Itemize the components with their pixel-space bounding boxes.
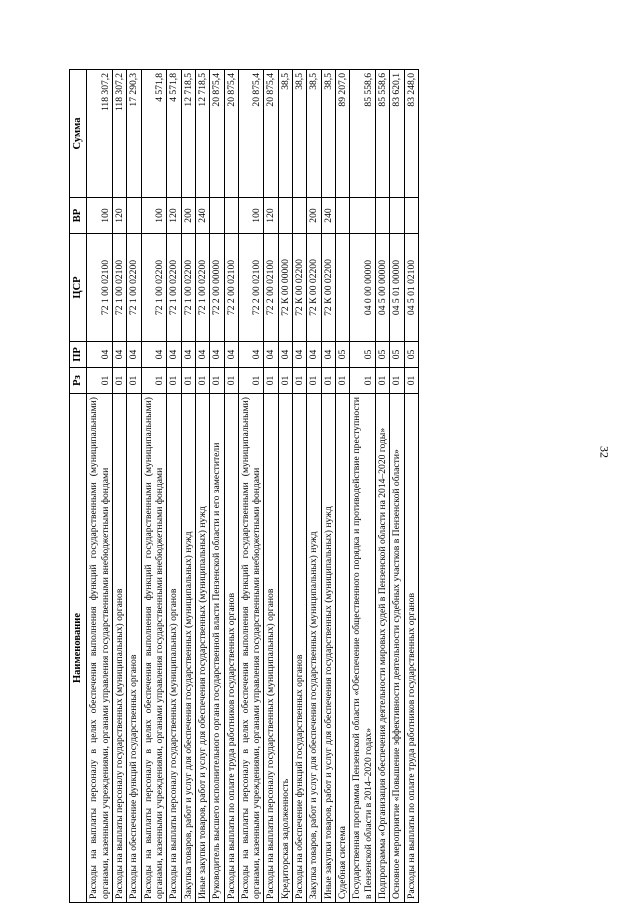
cell-vr: 240	[195, 198, 209, 234]
cell-name: Иные закупки товаров, работ и услуг для обеспечения государственных (муниципальных) нужд	[321, 394, 335, 903]
cell-sum: 118 307,2	[113, 70, 127, 198]
cell-name: Расходы на выплаты по оплате труда работников государственных органов	[404, 394, 418, 903]
cell-name: Расходы на выплаты по оплате труда работников государственных органов	[224, 394, 238, 903]
cell-rz: 01	[307, 368, 321, 394]
cell-rz: 01	[238, 368, 264, 394]
cell-rz: 01	[278, 368, 292, 394]
cell-csr: 72 1 00 02200	[195, 234, 209, 342]
table-row	[141, 70, 167, 903]
cell-rz: 01	[210, 368, 224, 394]
cell-csr: 04 0 00 00000	[350, 234, 376, 342]
cell-pr: 05	[336, 342, 350, 368]
cell-sum: 118 307,2	[87, 70, 113, 198]
table-row	[307, 70, 321, 903]
cell-vr	[293, 198, 307, 234]
header-rz: Рз	[70, 368, 87, 394]
rotated-table-container	[69, 70, 573, 903]
cell-name: Государственная программа Пензенской области «Обеспечение общественного порядка и противодействие преступности в Пензенской области в 2014–2020 годах»	[350, 394, 376, 903]
cell-pr: 05	[375, 342, 389, 368]
cell-pr: 04	[293, 342, 307, 368]
cell-csr: 72 К 00 02200	[307, 234, 321, 342]
cell-name: Кредиторская задолженность	[278, 394, 292, 903]
cell-sum: 38,5	[278, 70, 292, 198]
cell-csr: 72 1 00 02200	[141, 234, 167, 342]
header-sum: Сумма	[70, 70, 87, 198]
cell-csr	[336, 234, 350, 342]
cell-sum: 4 571,8	[167, 70, 181, 198]
cell-csr: 72 1 00 02100	[87, 234, 113, 342]
cell-csr: 72 2 00 00000	[210, 234, 224, 342]
table-row	[350, 70, 376, 903]
cell-vr: 120	[113, 198, 127, 234]
page-number: 32	[597, 446, 612, 458]
cell-pr: 04	[238, 342, 264, 368]
cell-name: Расходы на обеспечение функций государственных органов	[127, 394, 141, 903]
cell-sum: 20 875,4	[238, 70, 264, 198]
table-row	[278, 70, 292, 903]
cell-rz: 01	[404, 368, 418, 394]
cell-rz: 01	[181, 368, 195, 394]
cell-name: Закупка товаров, работ и услуг для обеспечения государственных (муниципальных) нужд	[307, 394, 321, 903]
table-row	[321, 70, 335, 903]
cell-name: Основное мероприятие «Повышение эффективности деятельности судебных участков в Пензенской области»	[390, 394, 404, 903]
header-vr: ВР	[70, 198, 87, 234]
table-row	[127, 70, 141, 903]
cell-sum: 38,5	[307, 70, 321, 198]
cell-pr: 04	[224, 342, 238, 368]
table-body	[87, 70, 419, 903]
cell-rz: 01	[167, 368, 181, 394]
cell-pr: 04	[195, 342, 209, 368]
table-row	[113, 70, 127, 903]
cell-pr: 04	[264, 342, 278, 368]
cell-vr: 200	[181, 198, 195, 234]
cell-name: Подпрограмма «Организация обеспечения деятельности мировых судей в Пензенской области на 2014–2020 годы»	[375, 394, 389, 903]
cell-pr: 05	[390, 342, 404, 368]
cell-sum: 4 571,8	[141, 70, 167, 198]
cell-vr: 100	[141, 198, 167, 234]
cell-csr: 04 5 01 00000	[390, 234, 404, 342]
cell-pr: 04	[321, 342, 335, 368]
cell-vr: 100	[87, 198, 113, 234]
table-row	[195, 70, 209, 903]
cell-vr	[224, 198, 238, 234]
cell-vr	[127, 198, 141, 234]
cell-name: Судебная система	[336, 394, 350, 903]
cell-rz: 01	[375, 368, 389, 394]
cell-vr: 120	[264, 198, 278, 234]
cell-csr: 72 2 00 02100	[238, 234, 264, 342]
cell-name: Расходы на выплаты персоналу в целях обеспечения выполнения функций государственными (муниципальными) органами, казенными учреждениями, органами управления государственными внебюджетными фондами	[238, 394, 264, 903]
cell-vr	[375, 198, 389, 234]
cell-sum: 12 718,5	[195, 70, 209, 198]
cell-sum: 85 558,6	[375, 70, 389, 198]
cell-name: Расходы на выплаты персоналу в целях обеспечения выполнения функций государственными (муниципальными) органами, казенными учреждениями, органами управления государственными внебюджетными фондами	[141, 394, 167, 903]
cell-sum: 38,5	[321, 70, 335, 198]
cell-rz: 01	[390, 368, 404, 394]
table-row	[224, 70, 238, 903]
cell-rz: 01	[113, 368, 127, 394]
cell-csr: 72 1 00 02200	[127, 234, 141, 342]
budget-table	[69, 69, 419, 903]
cell-vr	[336, 198, 350, 234]
table-row	[293, 70, 307, 903]
table-row	[404, 70, 418, 903]
cell-vr	[278, 198, 292, 234]
cell-sum: 20 875,4	[210, 70, 224, 198]
cell-sum: 17 290,3	[127, 70, 141, 198]
table-row	[167, 70, 181, 903]
cell-pr: 04	[181, 342, 195, 368]
cell-pr: 04	[210, 342, 224, 368]
cell-rz: 01	[141, 368, 167, 394]
cell-pr: 05	[350, 342, 376, 368]
cell-csr: 72 2 00 02100	[224, 234, 238, 342]
table-row	[336, 70, 350, 903]
table-row	[87, 70, 113, 903]
header-pr: ПР	[70, 342, 87, 368]
cell-name: Расходы на выплаты персоналу в целях обеспечения выполнения функций государственными (муниципальными) органами, казенными учреждениями, органами управления государственными внебюджетными фондами	[87, 394, 113, 903]
cell-rz: 01	[336, 368, 350, 394]
cell-vr: 240	[321, 198, 335, 234]
cell-csr: 72 2 00 02100	[264, 234, 278, 342]
table-row	[210, 70, 224, 903]
cell-rz: 01	[127, 368, 141, 394]
header-csr: ЦСР	[70, 234, 87, 342]
cell-rz: 01	[350, 368, 376, 394]
cell-sum: 20 875,4	[264, 70, 278, 198]
cell-pr: 04	[113, 342, 127, 368]
cell-name: Иные закупки товаров, работ и услуг для обеспечения государственных (муниципальных) нужд	[195, 394, 209, 903]
cell-pr: 04	[141, 342, 167, 368]
cell-sum: 12 718,5	[181, 70, 195, 198]
cell-pr: 05	[404, 342, 418, 368]
cell-csr: 72 1 00 02100	[113, 234, 127, 342]
cell-csr: 72 К 00 02200	[293, 234, 307, 342]
cell-vr	[404, 198, 418, 234]
cell-vr	[350, 198, 376, 234]
table-row	[375, 70, 389, 903]
cell-name: Руководитель высшего исполнительного органа государственной власти Пензенской области и его заместители	[210, 394, 224, 903]
cell-rz: 01	[224, 368, 238, 394]
cell-csr: 72 1 00 02200	[167, 234, 181, 342]
cell-rz: 01	[321, 368, 335, 394]
cell-sum: 83 248,0	[404, 70, 418, 198]
table-row	[264, 70, 278, 903]
header-name: Наименование	[70, 394, 87, 903]
cell-pr: 04	[167, 342, 181, 368]
cell-vr	[210, 198, 224, 234]
table-row	[181, 70, 195, 903]
cell-rz: 01	[264, 368, 278, 394]
cell-pr: 04	[87, 342, 113, 368]
cell-rz: 01	[195, 368, 209, 394]
cell-name: Расходы на выплаты персоналу государственных (муниципальных) органов	[264, 394, 278, 903]
cell-name: Расходы на выплаты персоналу государственных (муниципальных) органов	[113, 394, 127, 903]
cell-csr: 04 5 01 02100	[404, 234, 418, 342]
cell-pr: 04	[278, 342, 292, 368]
cell-pr: 04	[127, 342, 141, 368]
table-header-row	[70, 70, 87, 903]
cell-csr: 72 К 00 02200	[321, 234, 335, 342]
cell-rz: 01	[87, 368, 113, 394]
cell-name: Закупка товаров, работ и услуг для обеспечения государственных (муниципальных) нужд	[181, 394, 195, 903]
cell-sum: 38,5	[293, 70, 307, 198]
cell-csr: 72 1 00 02200	[181, 234, 195, 342]
cell-name: Расходы на выплаты персоналу государственных (муниципальных) органов	[167, 394, 181, 903]
table-row	[390, 70, 404, 903]
cell-rz: 01	[293, 368, 307, 394]
cell-vr: 200	[307, 198, 321, 234]
cell-vr: 120	[167, 198, 181, 234]
cell-sum: 89 207,0	[336, 70, 350, 198]
cell-sum: 20 875,4	[224, 70, 238, 198]
cell-vr: 100	[238, 198, 264, 234]
cell-name: Расходы на обеспечение функций государственных органов	[293, 394, 307, 903]
cell-pr: 04	[307, 342, 321, 368]
cell-sum: 83 620,1	[390, 70, 404, 198]
cell-csr: 72 К 00 00000	[278, 234, 292, 342]
cell-csr: 04 5 00 00000	[375, 234, 389, 342]
table-row	[238, 70, 264, 903]
cell-sum: 85 558,6	[350, 70, 376, 198]
cell-vr	[390, 198, 404, 234]
